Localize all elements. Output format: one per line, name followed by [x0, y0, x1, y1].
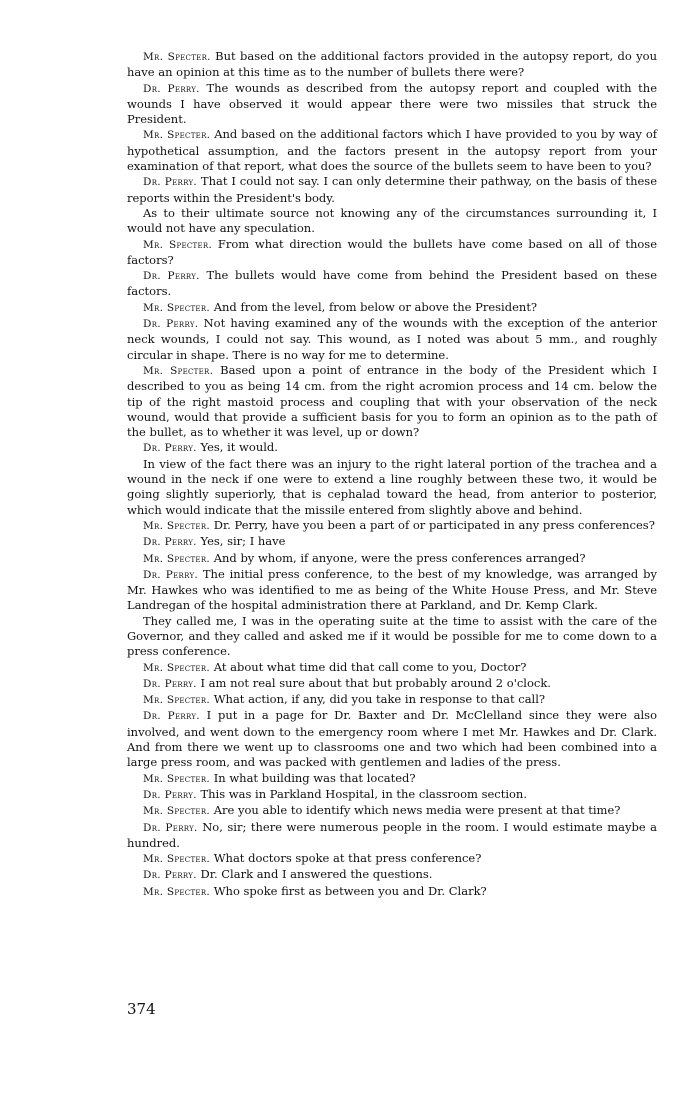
paragraph-text: The bullets would have come from behind the President based on these factors.	[127, 268, 658, 299]
speaker-label: Mr. Specter.	[143, 364, 214, 377]
paragraph-text: At about what time did that call come to you, Doctor?	[213, 659, 527, 674]
paragraph-text: What action, if any, did you take in response to that call?	[213, 692, 546, 707]
transcript-paragraph	[127, 174, 657, 206]
transcript-paragraph	[127, 518, 657, 534]
transcript-paragraph	[127, 660, 657, 676]
transcript-paragraph	[127, 268, 657, 300]
speaker-label: Dr. Perry.	[143, 318, 199, 331]
speaker-label: Mr. Specter.	[143, 805, 211, 818]
speaker-label: Mr. Specter.	[143, 772, 211, 785]
paragraph-text: And from the level, from below or above the President?	[213, 299, 538, 314]
paragraph-text: In view of the fact there was an injury to the right lateral portion of the trachea and a wound in the neck if one were to extend a line roughly between these two, it would be going slightly superiorly, that is cephalad toward the head, from anterior to posterior, which would indicate that the missile entered from slightly above and behind.	[127, 456, 657, 517]
transcript-paragraph	[127, 551, 657, 567]
speaker-label: Mr. Specter.	[143, 301, 211, 314]
transcript-page	[127, 49, 657, 900]
paragraph-text: But based on the additional factors provided in the autopsy report, do you have an opinion at this time as to the number of bullets there were?	[127, 49, 657, 80]
paragraph-text: No, sir; there were numerous people in the room. I would estimate maybe a hundred.	[127, 819, 658, 850]
speaker-label: Dr. Perry.	[143, 442, 197, 455]
speaker-label: Dr. Perry.	[143, 788, 197, 801]
speaker-label: Mr. Specter.	[143, 238, 213, 251]
speaker-label: Mr. Specter.	[143, 519, 211, 532]
paragraph-text: Dr. Clark and I answered the questions.	[200, 867, 433, 882]
transcript-paragraph	[127, 440, 657, 456]
paragraph-text: Who spoke first as between you and Dr. Clark?	[213, 883, 487, 898]
transcript-paragraph	[127, 206, 657, 237]
paragraph-text: And by whom, if anyone, were the press conferences arranged?	[213, 550, 586, 565]
transcript-paragraph	[127, 803, 657, 819]
speaker-label: Mr. Specter.	[143, 853, 211, 866]
paragraph-text: They called me, I was in the operating suite at the time to assist with the care of the Governor, and they called and asked me if it would be possible for me to come down to a press conference.	[127, 613, 657, 659]
speaker-label: Dr. Perry.	[143, 270, 200, 283]
paragraph-text: And based on the additional factors which I have provided to you by way of hypothetical assumption, and the factors present in the autopsy report from your examination of that report, what does the source of the bullets seem to have been to you?	[127, 127, 657, 174]
paragraph-text: Yes, sir; I have	[200, 534, 286, 549]
transcript-paragraph	[127, 676, 657, 692]
paragraph-text: As to their ultimate source not knowing any of the circumstances surrounding it, I would not have any speculation.	[127, 205, 657, 236]
speaker-label: Mr. Specter.	[143, 51, 211, 63]
paragraph-text: In what building was that located?	[213, 770, 416, 785]
paragraph-text: That I could not say. I can only determine their pathway, on the basis of these reports within the President's body.	[127, 174, 658, 205]
transcript-paragraph	[127, 820, 657, 852]
transcript-paragraph	[127, 237, 657, 269]
paragraph-text: Yes, it would.	[200, 440, 278, 455]
paragraph-text: The wounds as described from the autopsy report and coupled with the wounds I have observed it would appear there were two missiles that struck the President.	[127, 80, 658, 127]
speaker-label: Dr. Perry.	[143, 568, 199, 581]
transcript-paragraph	[127, 614, 657, 660]
paragraph-text: Dr. Perry, have you been a part of or participated in any press conferences?	[213, 517, 655, 532]
transcript-paragraph	[127, 81, 657, 128]
paragraph-text: I put in a page for Dr. Baxter and Dr. McClelland since they were also involved, and went down to the emergency room where I met Mr. Hawkes and Dr. Clark. And from there we went up to classrooms one and two which had been combined into a large press room, and was packed with gentlemen and ladies of the press.	[127, 708, 657, 770]
paragraph-text: Based upon a point of entrance in the body of the President which I described to you as being 14 cm. from the right acromion process and 14 cm. below the tip of the right mastoid process and coupling that with your observation of the neck wound, would that provide a sufficient basis for you to form an opinion as to the path of the bullet, as to whether it was level, up or down?	[127, 362, 658, 440]
transcript-paragraph	[127, 867, 657, 883]
transcript-paragraph	[127, 127, 657, 174]
transcript-paragraph	[127, 692, 657, 708]
transcript-paragraph	[127, 567, 657, 614]
paragraph-text: This was in Parkland Hospital, in the classroom section.	[200, 786, 527, 801]
paragraph-text: The initial press conference, to the best of my knowledge, was arranged by Mr. Hawkes who was identified to me as being of the White House Press, and Mr. Steve Landregan of the hospital administration there at Parkland, and Dr. Kemp Clark.	[127, 566, 657, 613]
paragraph-text: I am not real sure about that but probably around 2 o'clock.	[200, 675, 551, 690]
transcript-paragraph	[127, 363, 657, 440]
transcript-paragraph	[127, 771, 657, 787]
transcript-paragraph	[127, 534, 657, 550]
speaker-label: Dr. Perry.	[143, 82, 200, 95]
transcript-paragraph	[127, 787, 657, 803]
speaker-label: Mr. Specter.	[143, 661, 211, 674]
transcript-paragraph	[127, 49, 657, 81]
speaker-label: Mr. Specter.	[143, 885, 211, 898]
speaker-label: Dr. Perry.	[143, 176, 198, 189]
paragraph-text: What doctors spoke at that press conference?	[213, 851, 482, 866]
transcript-paragraph	[127, 300, 657, 316]
transcript-paragraph	[127, 708, 657, 770]
speaker-label: Mr. Specter.	[143, 129, 211, 142]
speaker-label: Dr. Perry.	[143, 821, 198, 834]
paragraph-text: From what direction would the bullets have come based on all of those factors?	[127, 236, 657, 267]
speaker-label: Mr. Specter.	[143, 694, 211, 707]
speaker-label: Mr. Specter.	[143, 552, 211, 565]
transcript-paragraph	[127, 316, 657, 363]
transcript-paragraph	[127, 884, 657, 900]
speaker-label: Dr. Perry.	[143, 677, 197, 690]
speaker-label: Dr. Perry.	[143, 710, 200, 723]
paragraph-text: Are you able to identify which news media were present at that time?	[213, 803, 621, 818]
speaker-label: Dr. Perry.	[143, 536, 197, 549]
transcript-paragraph	[127, 851, 657, 867]
page-number: 374	[127, 1000, 156, 1018]
transcript-paragraph	[127, 457, 657, 518]
paragraph-text: Not having examined any of the wounds with the exception of the anterior neck wounds, I could not say. This wound, as I noted was about 5 mm., and roughly circular in shape. There is no way for me to determine.	[127, 316, 658, 362]
speaker-label: Dr. Perry.	[143, 869, 197, 882]
